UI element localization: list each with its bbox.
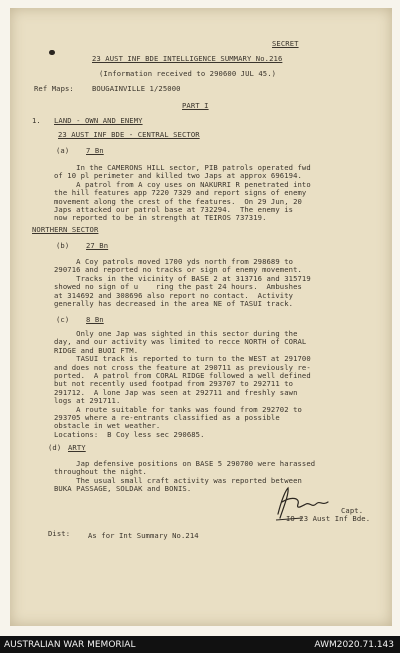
text-line: In the CAMERONS HILL sector, PIB patrols operated fwd — [54, 163, 311, 172]
para-b-text — [54, 258, 311, 308]
text-line: 291712. A lone Jap was seen at 292711 and freshly sawn — [54, 387, 298, 397]
archive-footer-bar — [0, 636, 400, 653]
text-line: 290716 and reported no tracks or sign of enemy movement. — [54, 265, 302, 275]
text-line: but not recently used footpad from 293707 to 292711 to — [54, 379, 294, 389]
text-line: A Coy patrols moved 1700 yds north from 298689 to — [54, 257, 294, 266]
document-page — [10, 8, 392, 626]
text-line: the hill features app 7220 7329 and report signs of enemy — [54, 188, 307, 198]
northern-sector-title: NORTHERN SECTOR — [32, 225, 99, 234]
para-b-unit: 27 Bn — [86, 241, 109, 250]
signature-rank: Capt. — [341, 506, 364, 515]
text-line: ported. A patrol from CORAL RIDGE followed a well defined — [54, 371, 311, 381]
punch-hole-mark — [49, 50, 55, 55]
text-line: logs at 291711. — [54, 396, 121, 406]
text-line: RIDGE and BUOI FTM. — [54, 345, 139, 355]
text-line: Only one Jap was sighted in this sector during the — [54, 329, 298, 338]
classification-label: SECRET — [272, 39, 299, 48]
para-a-unit: 7 Bn — [86, 146, 104, 155]
text-line: TASUI track is reported to turn to the WEST at 291700 — [54, 354, 311, 364]
distribution-value: As for Int Summary No.214 — [88, 531, 199, 540]
distribution-label: Dist: — [48, 529, 71, 538]
text-line: throughout the night. — [54, 467, 147, 477]
para-d-unit: ARTY — [68, 443, 86, 452]
part-heading: PART I — [182, 101, 209, 110]
section-1-title: LAND - OWN AND ENEMY — [54, 116, 143, 125]
para-a-text — [54, 164, 311, 223]
text-line: at 314692 and 308696 also report no contact. Activity — [54, 290, 294, 300]
para-d-label: (d) — [48, 443, 62, 452]
text-line: Locations: B Coy less sec 290685. — [54, 429, 205, 439]
text-line: BUKA PASSAGE, SOLDAK and BONIS. — [54, 484, 192, 494]
para-c-label: (c) — [56, 315, 70, 324]
text-line: movement along the crest of the features. On 29 Jun, 20 — [54, 196, 302, 206]
text-line: day, and our activity was limited to recce NORTH of CORAL — [54, 337, 307, 347]
text-line: A route suitable for tanks was found from 292702 to — [54, 404, 302, 414]
para-a-label: (a) — [56, 146, 70, 155]
text-line: obstacle in wet weather. — [54, 421, 161, 431]
summary-title: 23 AUST INF BDE INTELLIGENCE SUMMARY No.216 — [92, 54, 283, 63]
text-line: Jap defensive positions on BASE 5 290700 were harassed — [54, 459, 316, 468]
section-1-number: 1. — [32, 116, 41, 125]
text-line: and does not cross the feature at 290711 as previously re- — [54, 362, 311, 372]
text-line: of 10 pl perimeter and killed two Japs at approx 696194. — [54, 171, 302, 181]
text-line: The usual small craft activity was reported between — [54, 475, 302, 485]
para-b-label: (b) — [56, 241, 70, 250]
info-received-line: (Information received to 290600 JUL 45.) — [99, 69, 277, 78]
text-line: 293705 where a re-entrants classified as a possible — [54, 413, 280, 423]
ref-maps-value: BOUGAINVILLE 1/25000 — [92, 84, 181, 93]
signature-unit: IO 23 Aust Inf Bde. — [286, 514, 371, 523]
footer-institution: AUSTRALIAN WAR MEMORIAL — [4, 640, 136, 650]
text-line: Tracks in the vicinity of BASE 2 at 313716 and 315719 — [54, 273, 311, 283]
text-line: Japs attacked our patrol base at 732294. The enemy is — [54, 205, 294, 215]
para-c-unit: 8 Bn — [86, 315, 104, 324]
text-line: now reported to be in strength at TEIROS 737319. — [54, 213, 267, 223]
ref-maps-label: Ref Maps: — [34, 84, 74, 93]
text-line: generally has decreased in the area NE of TASUI track. — [54, 299, 294, 309]
text-line: showed no sign of u ring the past 24 hours. Ambushes — [54, 282, 302, 292]
text-line: A patrol from A coy uses on NAKURRI R penetrated into — [54, 179, 311, 189]
footer-accession-number: AWM2020.71.143 — [314, 640, 394, 650]
para-c-text — [54, 330, 311, 439]
central-sector-title: 23 AUST INF BDE - CENTRAL SECTOR — [58, 130, 200, 139]
